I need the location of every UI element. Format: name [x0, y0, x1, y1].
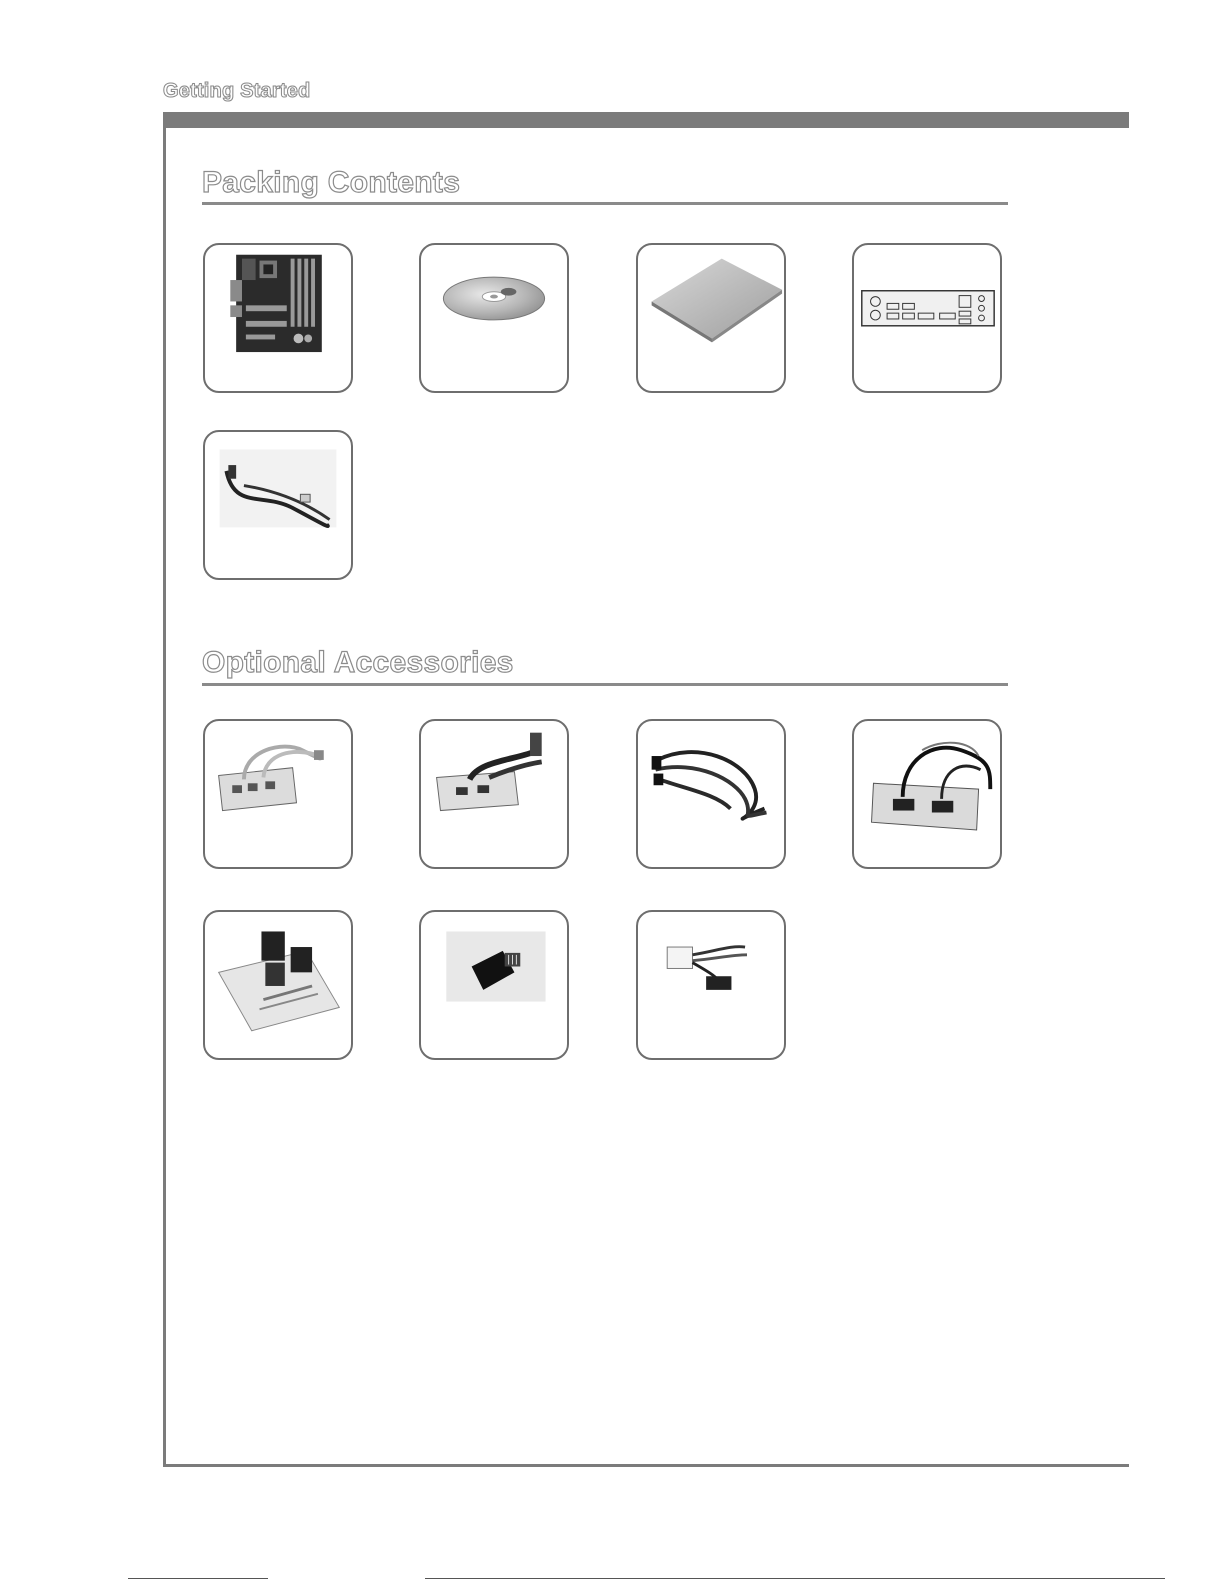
sata-cable-bundle-icon	[638, 721, 784, 867]
m-connector-item	[203, 910, 353, 1060]
esata-bracket-icon	[854, 721, 1000, 867]
header-bar	[163, 112, 1129, 128]
usb-bracket-item	[203, 719, 353, 869]
motherboard-item	[203, 243, 353, 393]
usb3-bracket-icon	[421, 721, 567, 867]
optional-accessories-rule	[202, 683, 1008, 686]
footer-rule-right	[425, 1578, 1165, 1579]
driver-dvd-item	[419, 243, 569, 393]
user-manual-icon	[638, 245, 784, 391]
usb3-bracket-item	[419, 719, 569, 869]
io-shield-item	[852, 243, 1002, 393]
packing-contents-rule	[202, 202, 1008, 205]
sata-cable-icon	[205, 432, 351, 578]
usb-bracket-icon	[205, 721, 351, 867]
esata-bracket-item	[852, 719, 1002, 869]
io-shield-icon	[854, 245, 1000, 391]
bottom-rule	[163, 1464, 1129, 1467]
optional-accessories-title: Optional Accessories	[202, 646, 514, 679]
driver-dvd-icon	[421, 245, 567, 391]
footer-rule-left	[128, 1578, 268, 1579]
power-cable-item	[636, 910, 786, 1060]
usb-adapter-item	[419, 910, 569, 1060]
sata-cable-bundle-item	[636, 719, 786, 869]
usb-adapter-icon	[421, 912, 567, 1058]
page-header-title: Getting Started	[163, 80, 311, 102]
motherboard-icon	[205, 245, 351, 391]
m-connector-icon	[205, 912, 351, 1058]
user-manual-item	[636, 243, 786, 393]
sata-cable-item	[203, 430, 353, 580]
packing-contents-title: Packing Contents	[202, 166, 461, 199]
left-margin-rule	[163, 112, 166, 1467]
power-cable-icon	[638, 912, 784, 1058]
